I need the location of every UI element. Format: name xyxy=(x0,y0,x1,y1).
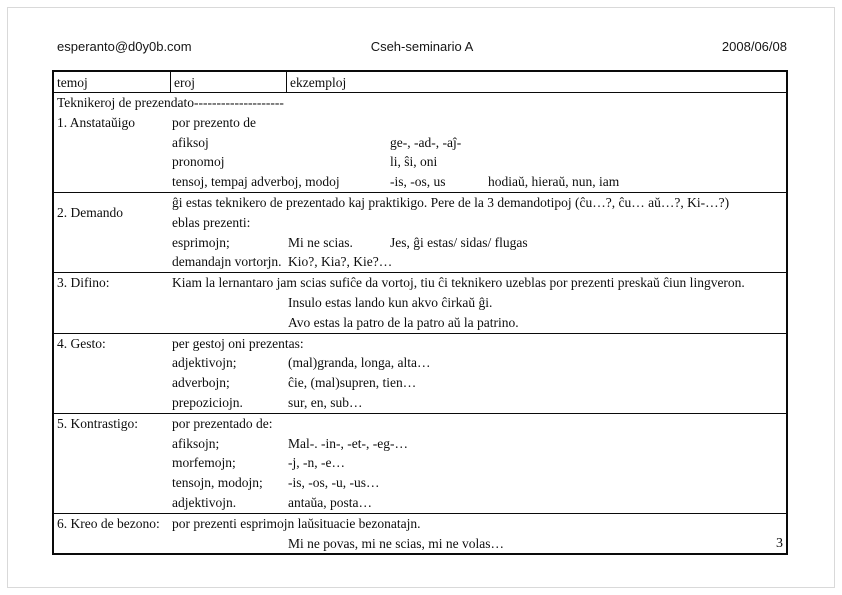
table-row xyxy=(54,293,786,313)
column-header-temoj: temoj xyxy=(57,75,88,90)
table-section xyxy=(54,93,786,192)
table-cell: por prezentado de: xyxy=(172,415,273,431)
table-cell: 4. Gesto: xyxy=(57,335,106,351)
table-cell: Mi ne scias. xyxy=(288,234,353,250)
column-header-eroj: eroj xyxy=(174,75,195,90)
table-cell: -is, -os, -u, -us… xyxy=(288,475,380,491)
table-cell: adjektivojn. xyxy=(172,494,237,510)
table-cell: adverbojn; xyxy=(172,375,230,391)
table-row xyxy=(54,393,786,413)
table-cell: per gestoj oni prezentas: xyxy=(172,335,304,351)
table-cell: Mi ne povas, mi ne scias, mi ne volas… xyxy=(288,535,504,551)
table-row xyxy=(54,273,786,293)
table-cell: 3. Difino: xyxy=(57,275,110,291)
table-cell: afiksoj xyxy=(172,134,209,150)
table-row xyxy=(54,353,786,373)
table-cell: tensojn, modojn; xyxy=(172,475,263,491)
table-row xyxy=(54,434,786,454)
page-number: 3 xyxy=(776,536,783,551)
table-cell: Insulo estas lando kun akvo ĉirkaŭ ĝi. xyxy=(288,294,493,310)
column-header-ekzemploj: ekzemploj xyxy=(290,75,347,90)
table-row xyxy=(54,473,786,493)
table-row xyxy=(54,453,786,473)
table-cell: (mal)granda, longa, alta… xyxy=(288,355,431,371)
header-email: esperanto@d0y0b.com xyxy=(57,39,192,54)
table-section xyxy=(54,333,786,413)
table-row xyxy=(54,233,786,253)
table-cell: 1. Anstataŭigo xyxy=(57,114,135,130)
table-cell: Avo estas la patro de la patro aŭ la patrino. xyxy=(288,314,519,330)
table-cell: 6. Kreo de bezono: xyxy=(57,515,160,531)
table-cell: 2. Demando xyxy=(57,204,123,220)
table-section xyxy=(54,192,786,272)
column-divider xyxy=(286,72,287,92)
table-header-row xyxy=(54,72,786,93)
table-row xyxy=(54,93,786,113)
table-cell: -j, -n, -e… xyxy=(288,455,345,471)
table-section xyxy=(54,272,786,332)
table-row xyxy=(54,252,786,272)
table-row xyxy=(54,133,786,153)
table-cell: tensoj, tempaj adverboj, modoj xyxy=(172,174,340,190)
table-row xyxy=(54,172,786,192)
table-cell: Teknikeroj de prezendato-------------------- xyxy=(57,95,284,110)
table-row xyxy=(54,534,786,554)
table-cell: Mal-. -in-, -et-, -eg-… xyxy=(288,435,408,451)
table-row xyxy=(54,493,786,513)
header-title: Cseh-seminario A xyxy=(370,39,474,54)
table-cell: esprimojn; xyxy=(172,234,230,250)
table-row xyxy=(54,334,786,354)
table-cell: Kio?, Kia?, Kie?… xyxy=(288,254,393,270)
table-cell: por prezenti esprimojn laŭsituacie bezonatajn. xyxy=(172,515,421,531)
table-row xyxy=(54,113,786,133)
table-row xyxy=(54,193,786,233)
table-cell: -is, -os, us xyxy=(390,174,446,190)
table-row xyxy=(54,414,786,434)
table-section xyxy=(54,513,786,554)
table-section xyxy=(54,413,786,513)
table-row xyxy=(54,373,786,393)
table-row xyxy=(54,514,786,534)
column-divider xyxy=(170,72,171,92)
table-cell: sur, en, sub… xyxy=(288,394,363,410)
table-cell: ĉie, (mal)supren, tien… xyxy=(288,375,417,391)
table-cell: Jes, ĝi estas/ sidas/ flugas xyxy=(390,234,528,250)
table-row xyxy=(54,313,786,333)
table-cell: Kiam la lernantaro jam scias sufiĉe da vortoj, tiu ĉi teknikero uzeblas por prezenti preskaŭ ĉiun lingveron. xyxy=(172,275,745,291)
table-cell: adjektivojn; xyxy=(172,355,237,371)
table-row xyxy=(54,152,786,172)
table-cell: ge-, -ad-, -aĵ- xyxy=(390,134,462,150)
header-date: 2008/06/08 xyxy=(721,39,787,54)
table-cell: afiksojn; xyxy=(172,435,220,451)
table-cell-paragraph: ĝi estas teknikero de prezentado kaj praktikigo. Pere de la 3 demandotipoj (ĉu…?, ĉu… aŭ…?, Ki-…?) eblas prezenti: xyxy=(172,194,730,230)
running-header xyxy=(57,39,787,55)
table-cell: morfemojn; xyxy=(172,455,236,471)
table-cell: li, ŝi, oni xyxy=(390,154,438,170)
table-body xyxy=(54,93,786,553)
table-cell: hodiaŭ, hieraŭ, nun, iam xyxy=(488,174,620,190)
table-cell: por prezento de xyxy=(172,114,256,130)
table-cell: pronomoj xyxy=(172,154,225,170)
table-cell: prepoziciojn. xyxy=(172,394,243,410)
table-cell: demandajn vortorjn. xyxy=(172,254,282,270)
content-table xyxy=(52,70,788,555)
table-cell: antaŭa, posta… xyxy=(288,494,372,510)
table-cell: 5. Kontrastigo: xyxy=(57,415,138,431)
